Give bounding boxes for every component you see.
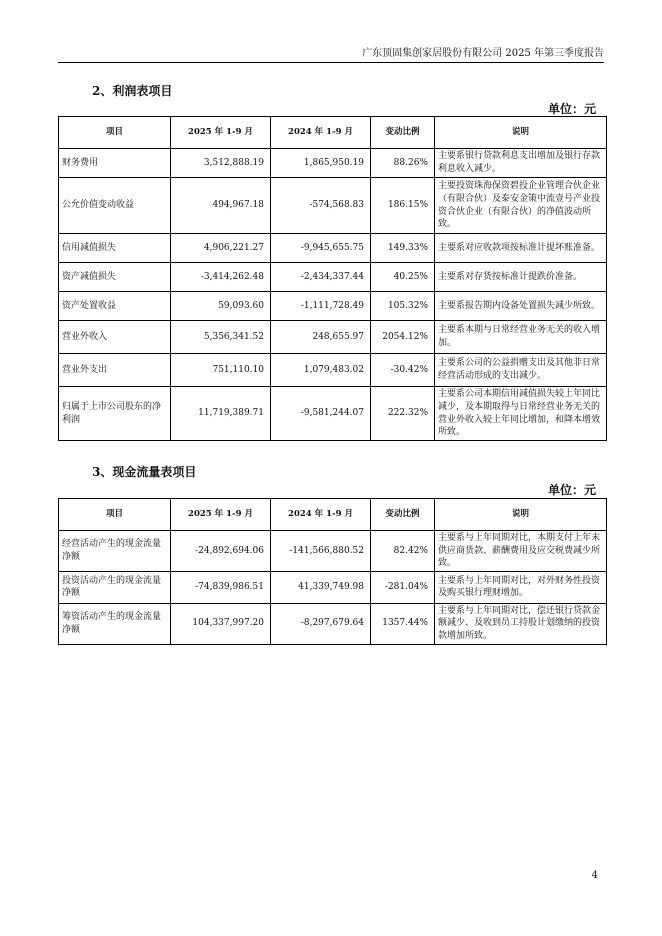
change-cell: 105.32% <box>371 292 435 321</box>
change-cell: 222.32% <box>371 387 435 441</box>
value-2025-cell: 11,719,389.71 <box>171 387 271 441</box>
column-header: 2025 年 1-9 月 <box>171 499 271 531</box>
item-cell: 营业外支出 <box>59 354 171 387</box>
value-2025-cell: 59,093.60 <box>171 292 271 321</box>
change-cell: 2054.12% <box>371 321 435 354</box>
item-cell: 营业外收入 <box>59 321 171 354</box>
value-2024-cell: -141,566,880.52 <box>271 531 371 572</box>
description-cell: 主要系与上年同期对比，对外财务性投资及购买银行理财增加。 <box>435 571 607 603</box>
item-cell: 资产减值损失 <box>59 263 171 292</box>
value-2024-cell: -1,111,728.49 <box>271 292 371 321</box>
item-cell: 信用减值损失 <box>59 234 171 263</box>
income-unit-label: 单位：元 <box>547 102 596 116</box>
change-cell: 40.25% <box>371 263 435 292</box>
change-cell: -281.04% <box>371 571 435 603</box>
description-cell: 主要系与上年同期对比，本期支付上年末供应商货款、薪酬费用及应交税费减少所致。 <box>435 531 607 572</box>
column-header: 2025 年 1-9 月 <box>171 117 271 149</box>
column-header: 变动比例 <box>371 499 435 531</box>
value-2024-cell: 1,079,483.02 <box>271 354 371 387</box>
column-header: 项目 <box>59 117 171 149</box>
column-header: 2024 年 1-9 月 <box>271 117 371 149</box>
page-header: 广东顶固集创家居股份有限公司 2025 年第三季度报告 <box>58 44 604 63</box>
value-2025-cell: -24,892,694.06 <box>171 531 271 572</box>
value-2024-cell: -9,945,655.75 <box>271 234 371 263</box>
description-cell: 主要系银行贷款利息支出增加及银行存款利息收入减少。 <box>435 149 607 178</box>
item-cell: 投资活动产生的现金流量净额 <box>59 571 171 603</box>
column-header: 说明 <box>435 117 607 149</box>
value-2025-cell: -74,839,986.51 <box>171 571 271 603</box>
value-2024-cell: 1,865,950.19 <box>271 149 371 178</box>
column-header: 项目 <box>59 499 171 531</box>
table-row <box>59 531 607 572</box>
table-row <box>59 321 607 354</box>
cashflow-unit-label: 单位：元 <box>547 483 596 497</box>
income-section-title: 2、利润表项目 <box>92 84 173 98</box>
cashflow-statement-table <box>58 498 607 645</box>
description-cell: 主要系公司的公益捐赠支出及其他非日常经营活动形成的支出减少。 <box>435 354 607 387</box>
description-cell: 主要系对存货按标准计提跌价准备。 <box>435 263 607 292</box>
cashflow-section-title: 3、现金流量表项目 <box>92 465 197 479</box>
change-cell: -30.42% <box>371 354 435 387</box>
table-row <box>59 292 607 321</box>
value-2024-cell: 41,339,749.98 <box>271 571 371 603</box>
column-header: 变动比例 <box>371 117 435 149</box>
value-2024-cell: -574,568.83 <box>271 178 371 234</box>
table-header-row <box>59 499 607 531</box>
item-cell: 经营活动产生的现金流量净额 <box>59 531 171 572</box>
item-cell: 资产处置收益 <box>59 292 171 321</box>
description-cell: 主要系本期与日常经营业务无关的收入增加。 <box>435 321 607 354</box>
value-2025-cell: 3,512,888.19 <box>171 149 271 178</box>
income-statement-table <box>58 116 607 441</box>
table-row <box>59 263 607 292</box>
table-row <box>59 571 607 603</box>
item-cell: 公允价值变动收益 <box>59 178 171 234</box>
description-cell: 主要系与上年同期对比，偿还银行贷款金额减少、及收到员工持股计划缴纳的投资款增加所致。 <box>435 603 607 644</box>
change-cell: 88.26% <box>371 149 435 178</box>
column-header: 2024 年 1-9 月 <box>271 499 371 531</box>
value-2024-cell: 248,655.97 <box>271 321 371 354</box>
value-2025-cell: -3,414,262.48 <box>171 263 271 292</box>
value-2025-cell: 494,967.18 <box>171 178 271 234</box>
value-2025-cell: 104,337,997.20 <box>171 603 271 644</box>
item-cell: 财务费用 <box>59 149 171 178</box>
table-row <box>59 178 607 234</box>
description-cell: 主要系对应收款项按标准计提坏账准备。 <box>435 234 607 263</box>
change-cell: 186.15% <box>371 178 435 234</box>
change-cell: 82.42% <box>371 531 435 572</box>
page-number: 4 <box>591 870 598 881</box>
description-cell: 主要系报告期内设备处置损失减少所致。 <box>435 292 607 321</box>
table-row <box>59 149 607 178</box>
value-2025-cell: 5,356,341.52 <box>171 321 271 354</box>
item-cell: 归属于上市公司股东的净利润 <box>59 387 171 441</box>
change-cell: 149.33% <box>371 234 435 263</box>
value-2024-cell: -8,297,679.64 <box>271 603 371 644</box>
value-2025-cell: 751,110.10 <box>171 354 271 387</box>
value-2024-cell: -2,434,337.44 <box>271 263 371 292</box>
description-cell: 主要系公司本期信用减值损失较上年同比减少，及本期取得与日常经营业务无关的营业外收入较上年同比增加，和降本增效所致。 <box>435 387 607 441</box>
change-cell: 1357.44% <box>371 603 435 644</box>
value-2025-cell: 4,906,221.27 <box>171 234 271 263</box>
table-row <box>59 387 607 441</box>
table-header-row <box>59 117 607 149</box>
table-row <box>59 603 607 644</box>
table-row <box>59 354 607 387</box>
value-2024-cell: -9,581,244.07 <box>271 387 371 441</box>
item-cell: 筹资活动产生的现金流量净额 <box>59 603 171 644</box>
description-cell: 主要投资珠海保资碧投企业管理合伙企业（有限合伙）及泰安金策中流壹号产业投资合伙企业（有限合伙）的净值波动所致。 <box>435 178 607 234</box>
column-header: 说明 <box>435 499 607 531</box>
table-row <box>59 234 607 263</box>
